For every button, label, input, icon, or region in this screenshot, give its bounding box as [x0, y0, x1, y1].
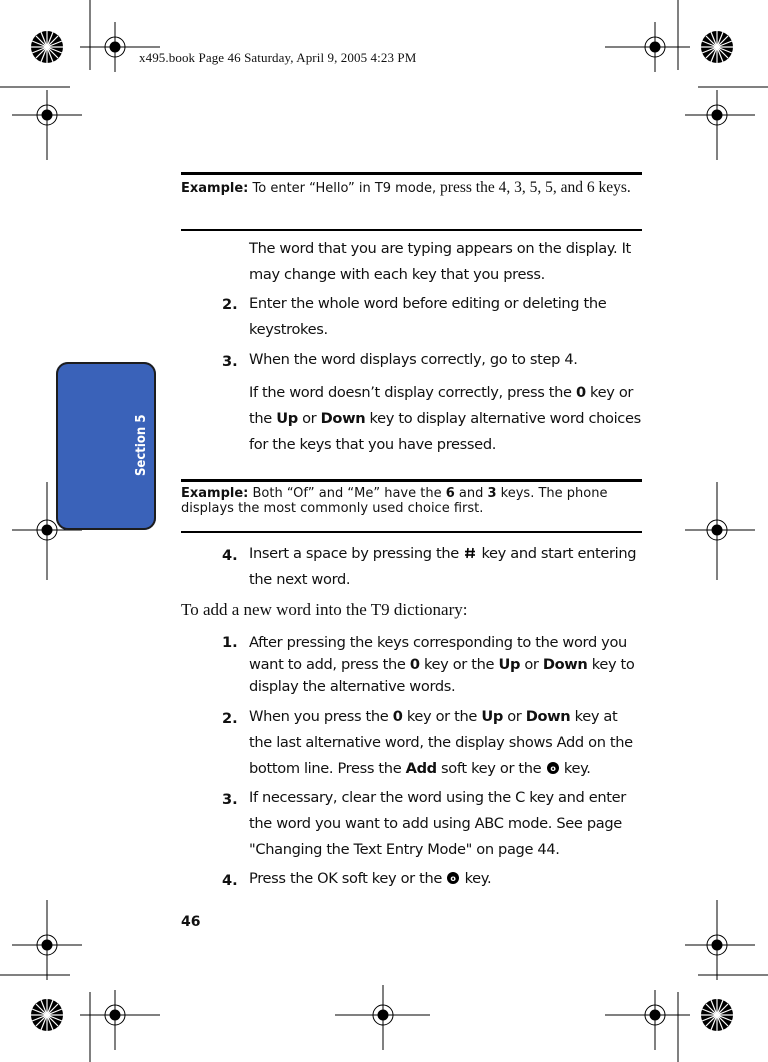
- key-name: Add: [405, 760, 437, 777]
- step-text: Enter the whole word before editing or deleting the keystrokes.: [249, 295, 607, 338]
- key-name: Down: [542, 656, 588, 673]
- key-name: Down: [525, 708, 571, 725]
- text-run: key or the: [419, 656, 499, 673]
- step-text: [249, 704, 641, 782]
- crop-header-text: x495.book Page 46 Saturday, April 9, 2005 4:23 PM: [139, 50, 417, 65]
- step-number: 3.: [222, 353, 238, 370]
- paragraph: The word that you are typing appears on the display. It may change with each key that you press.: [249, 240, 631, 283]
- text-run: key or the: [402, 708, 482, 725]
- ok-key-icon: [546, 758, 560, 772]
- step-text: If necessary, clear the word using the C key and enter the word you want to add using ABC mode. See page "Changing the Text Entry Mode" on page 44.: [249, 789, 626, 858]
- text-run: key to display the alternative words.: [249, 656, 635, 695]
- registration-mark-icon: [685, 482, 755, 580]
- text-run: or: [520, 656, 543, 673]
- registration-mark-icon: [80, 990, 160, 1050]
- key-name: Down: [320, 410, 366, 427]
- svg-text:o: o: [550, 764, 556, 773]
- text-run: When you press the: [249, 708, 393, 725]
- registration-mark-icon: [12, 90, 82, 160]
- step-text: [249, 866, 641, 892]
- text-run: or: [502, 708, 526, 725]
- example-top-rule: [181, 479, 642, 482]
- text-run: key and start entering the next word.: [249, 545, 637, 588]
- example-1: [181, 180, 641, 196]
- step-text: [249, 541, 641, 593]
- example-top-rule: [181, 172, 642, 175]
- registration-mark-icon: [605, 22, 690, 72]
- key-name: 6: [445, 486, 455, 501]
- step-number: 4.: [222, 547, 238, 564]
- text-run: keys. The phone displays the most commonly used choice first.: [181, 486, 608, 516]
- text-run: Both “Of” and “Me” have the: [248, 486, 446, 501]
- text-run: soft key or the: [436, 760, 546, 777]
- text-run: key to display alternative word choices for the keys that you have pressed.: [249, 410, 641, 453]
- key-name: Up: [498, 656, 521, 673]
- example-2: [181, 486, 641, 516]
- example-text-serif: press the 4, 3, 5, 5, and 6 keys.: [436, 179, 631, 196]
- text-run: Insert a space by pressing the: [249, 545, 464, 562]
- text-run: key.: [559, 760, 591, 777]
- registration-mark-icon: [685, 900, 755, 980]
- section-subheading: To add a new word into the T9 dictionary:: [181, 600, 468, 619]
- key-name: 0: [409, 656, 420, 673]
- step-number: 2.: [222, 710, 238, 727]
- text-run: Press the OK soft key or the: [249, 870, 447, 887]
- example-label: Example:: [181, 486, 249, 501]
- step-number: 2.: [222, 296, 238, 313]
- text-run: If the word doesn’t display correctly, press the: [249, 384, 576, 401]
- registration-mark-icon: [335, 985, 430, 1050]
- step-text: When the word displays correctly, go to step 4.: [249, 351, 578, 368]
- registration-mark-icon: [605, 990, 690, 1050]
- svg-text:o: o: [450, 874, 456, 883]
- text-run: key.: [460, 870, 492, 887]
- step-number: 3.: [222, 791, 238, 808]
- starburst-calibration-icon: [701, 999, 733, 1031]
- paragraph: [249, 380, 644, 458]
- registration-mark-icon: [685, 90, 755, 160]
- text-run: key at the last alternative word, the display shows Add on the bottom line. Press the: [249, 708, 633, 777]
- ok-key-icon: [446, 868, 460, 882]
- step-number: 1.: [222, 634, 238, 651]
- key-name: 0: [392, 708, 403, 725]
- text-run: After pressing the keys corresponding to the word you want to add, press the: [249, 634, 627, 673]
- example-bottom-rule: [181, 531, 642, 533]
- key-name: 0: [575, 384, 586, 401]
- starburst-calibration-icon: [701, 31, 733, 63]
- step-text: [249, 632, 641, 698]
- example-label: Example:: [181, 181, 249, 196]
- key-name: Up: [481, 708, 503, 725]
- starburst-calibration-icon: [31, 999, 63, 1031]
- registration-mark-icon: [12, 900, 82, 980]
- step-number: 4.: [222, 872, 238, 889]
- starburst-calibration-icon: [31, 31, 63, 63]
- page-number: 46: [181, 914, 201, 930]
- example-text: To enter “Hello” in T9 mode,: [252, 181, 437, 196]
- key-name: Up: [276, 410, 298, 427]
- hash-key-icon: [463, 543, 477, 557]
- section-tab-label: Section 5: [134, 414, 149, 476]
- example-bottom-rule: [181, 229, 642, 231]
- text-run: key or the: [249, 384, 634, 427]
- text-run: and: [454, 486, 488, 501]
- text-run: or: [297, 410, 321, 427]
- key-name: 3: [487, 486, 497, 501]
